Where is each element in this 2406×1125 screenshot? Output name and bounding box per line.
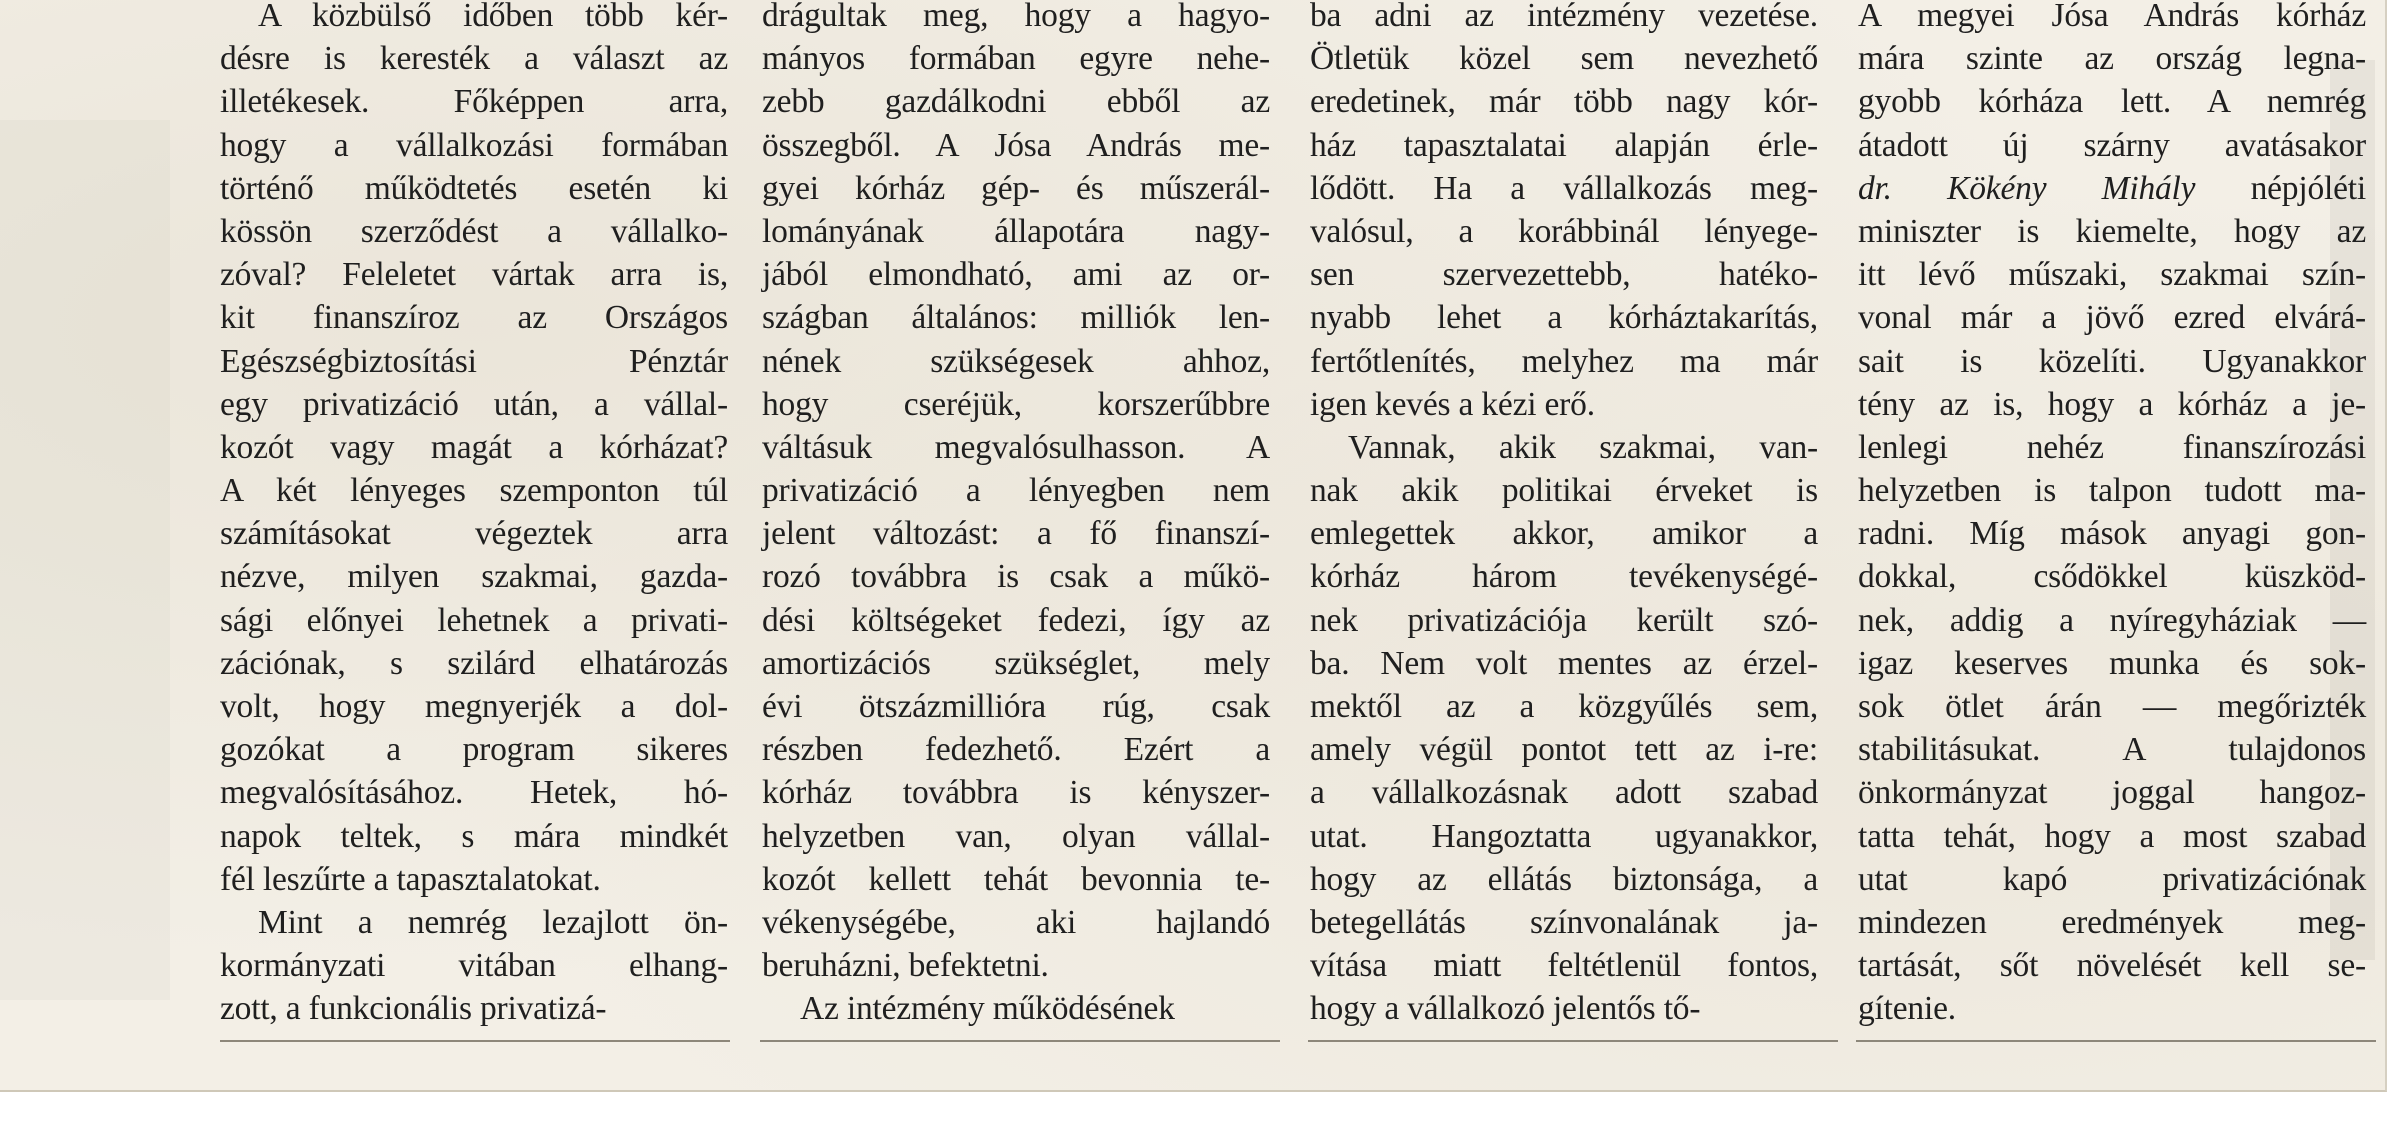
article-line: kössön szerződést a vállalko- [220, 212, 728, 250]
article-line: utat. Hangoztatta ugyanakkor, [1310, 817, 1818, 855]
article-line: kozót vagy magát a kórházat? [220, 428, 728, 466]
article-line: mindezen eredmények meg- [1858, 903, 2366, 941]
article-line: összegből. A Jósa András me- [762, 126, 1270, 164]
article-line: zott, a funkcionális privatizá- [220, 990, 607, 1028]
article-line: drágultak meg, hogy a hagyo- [762, 0, 1270, 34]
article-line: Egészségbiztosítási Pénztár [220, 342, 728, 380]
article-line: A két lényeges szemponton túl [220, 472, 728, 510]
article-line: betegellátás színvonalának ja- [1310, 903, 1818, 941]
article-line: kit finanszíroz az Országos [220, 299, 728, 337]
article-line: számításokat végeztek arra [220, 515, 728, 553]
article-line: vékenységébe, aki hajlandó [762, 903, 1270, 941]
column-bottom-rule [220, 1040, 730, 1042]
article-line: zebb gazdálkodni ebből az [762, 83, 1270, 121]
article-line: dr. Kökény Mihály népjóléti [1858, 169, 2367, 207]
column-bottom-rule [1856, 1040, 2376, 1042]
article-line: Vannak, akik szakmai, van- [1348, 428, 1818, 466]
article-line: önkormányzat joggal hangoz- [1858, 774, 2366, 812]
article-line: vítása miatt feltétlenül fontos, [1310, 947, 1818, 985]
article-line: nek privatizációja került szó- [1310, 601, 1818, 639]
person-name-italic: dr. Kökény Mihály [1858, 169, 2196, 207]
article-line: mányos formában egyre nehe- [762, 40, 1270, 78]
article-column-2 [762, 0, 1270, 1031]
article-line: hogy a vállalkozási formában [220, 126, 728, 164]
article-paragraph [1310, 426, 1818, 1031]
article-line: jából elmondható, ami az or- [762, 256, 1270, 294]
article-line: nyabb lehet a kórháztakarítás, [1310, 299, 1818, 337]
article-line: itt lévő műszaki, szakmai szín- [1858, 256, 2366, 294]
article-line: rozó továbbra is csak a műkö- [762, 558, 1270, 596]
article-paragraph [220, 0, 728, 901]
article-line: évi ötszázmillióra rúg, csak [762, 688, 1270, 725]
article-line: napok teltek, s mára mindkét [220, 817, 728, 855]
article-paragraph [762, 987, 1270, 1030]
article-column-3 [1310, 0, 1818, 1031]
article-line: gítenie. [1858, 990, 1956, 1028]
article-line: helyzetben van, olyan vállal- [762, 817, 1270, 855]
article-line: a vállalkozásnak adott szabad [1310, 774, 1818, 812]
article-line: kórház továbbra is kényszer- [762, 774, 1270, 812]
article-line: fertőtlenítés, melyhez ma már [1310, 342, 1818, 380]
article-line: sági előnyei lehetnek a privati- [220, 601, 728, 639]
article-line: igaz keserves munka és sok- [1858, 644, 2366, 682]
article-line: megvalósításához. Hetek, hó- [220, 774, 728, 812]
article-line: zációnak, s szilárd elhatározás [220, 644, 728, 682]
article-line: dési költségeket fedezi, így az [762, 601, 1270, 639]
article-line: Ötletük közel sem nevezhető [1310, 40, 1818, 78]
article-line: sok ötlet árán — megőrizték [1858, 688, 2366, 725]
article-line: amely végül pontot tett az i-re: [1310, 731, 1818, 769]
article-line: hogy a vállalkozó jelentős tő- [1310, 990, 1701, 1028]
article-line: sen szervezettebb, hatéko- [1310, 256, 1818, 294]
article-line: lődött. Ha a vállalkozás meg- [1310, 169, 1818, 207]
article-line: nézve, milyen szakmai, gazda- [220, 558, 728, 596]
article-line: ba adni az intézmény vezetése. [1310, 0, 1818, 34]
article-line: egy privatizáció után, a vállal- [220, 385, 728, 423]
article-line: dokkal, csődökkel küszköd- [1858, 558, 2366, 596]
article-line: szágban általános: milliók len- [762, 299, 1270, 337]
article-line: Mint a nemrég lezajlott ön- [258, 903, 728, 941]
article-line: fél leszűrte a tapasztalatokat. [220, 860, 601, 898]
article-column-4 [1858, 0, 2366, 1031]
article-line: kormányzati vitában elhang- [220, 947, 728, 985]
article-line: helyzetben is talpon tudott ma- [1858, 472, 2366, 510]
article-line: mektől az a közgyűlés sem, [1310, 688, 1818, 725]
article-line: vonal már a jövő ezred elvárá- [1858, 299, 2366, 337]
article-line: mára szinte az ország legna- [1858, 40, 2366, 78]
article-line: igen kevés a kézi erő. [1310, 385, 1595, 423]
article-line: zóval? Feleletet vártak arra is, [220, 256, 728, 294]
article-line: A közbülső időben több kér- [258, 0, 728, 34]
article-line: volt, hogy megnyerjék a dol- [220, 688, 728, 725]
article-column-1 [220, 0, 728, 1031]
article-line: nak akik politikai érveket is [1310, 472, 1818, 510]
article-line: beruházni, befektetni. [762, 947, 1049, 985]
article-line: nek, addig a nyíregyháziak — [1858, 601, 2366, 639]
article-paragraph [220, 901, 728, 1031]
article-line: valósul, a korábbinál lényege- [1310, 212, 1818, 250]
article-paragraph [1310, 0, 1818, 426]
article-line: nének szükségesek ahhoz, [762, 342, 1270, 380]
article-paragraph [1858, 0, 2366, 1031]
article-line: sait is közelíti. Ugyanakkor [1858, 342, 2366, 380]
article-line: Az intézmény működésének [800, 990, 1175, 1028]
article-line: hogy cseréjük, korszerűbbre [762, 385, 1270, 423]
article-line: átadott új szárny avatásakor [1858, 126, 2366, 164]
article-line: váltásuk megvalósulhasson. A [762, 428, 1270, 466]
article-line: kórház három tevékenységé- [1310, 558, 1818, 596]
paper-shading [0, 120, 170, 1000]
article-line: tartását, sőt növelését kell se- [1858, 947, 2366, 985]
article-line: gyobb kórháza lett. A nemrég [1858, 83, 2366, 121]
article-line: désre is keresték a választ az [220, 40, 728, 78]
article-line: eredetinek, már több nagy kór- [1310, 83, 1818, 121]
article-line: gozókat a program sikeres [220, 731, 728, 769]
article-line: lenlegi nehéz finanszírozási [1858, 428, 2366, 466]
article-line: A megyei Jósa András kórház [1858, 0, 2366, 34]
article-line: emlegettek akkor, amikor a [1310, 515, 1818, 553]
article-line: utat kapó privatizációnak [1858, 860, 2366, 898]
article-line: illetékesek. Főképpen arra, [220, 83, 728, 121]
article-line: amortizációs szükséglet, mely [762, 644, 1270, 682]
article-line: hogy az ellátás biztonsága, a [1310, 860, 1818, 898]
article-paragraph [762, 0, 1270, 987]
article-line: kozót kellett tehát bevonnia te- [762, 860, 1270, 898]
article-line: ház tapasztalatai alapján érle- [1310, 126, 1818, 164]
article-line: lományának állapotára nagy- [762, 212, 1270, 250]
column-bottom-rule [1308, 1040, 1838, 1042]
column-bottom-rule [760, 1040, 1280, 1042]
article-line: stabilitásukat. A tulajdonos [1858, 731, 2366, 769]
article-line: ba. Nem volt mentes az érzel- [1310, 644, 1818, 682]
article-line: tatta tehát, hogy a most szabad [1858, 817, 2366, 855]
article-line: részben fedezhető. Ezért a [762, 731, 1270, 769]
article-line: tény az is, hogy a kórház a je- [1858, 385, 2366, 423]
article-line: gyei kórház gép- és műszerál- [762, 169, 1270, 207]
article-line: privatizáció a lényegben nem [762, 472, 1270, 510]
article-line: radni. Míg mások anyagi gon- [1858, 515, 2366, 553]
article-line: történő működtetés esetén ki [220, 169, 728, 207]
article-line: miniszter is kiemelte, hogy az [1858, 212, 2366, 250]
article-line: jelent változást: a fő finanszí- [762, 515, 1270, 553]
